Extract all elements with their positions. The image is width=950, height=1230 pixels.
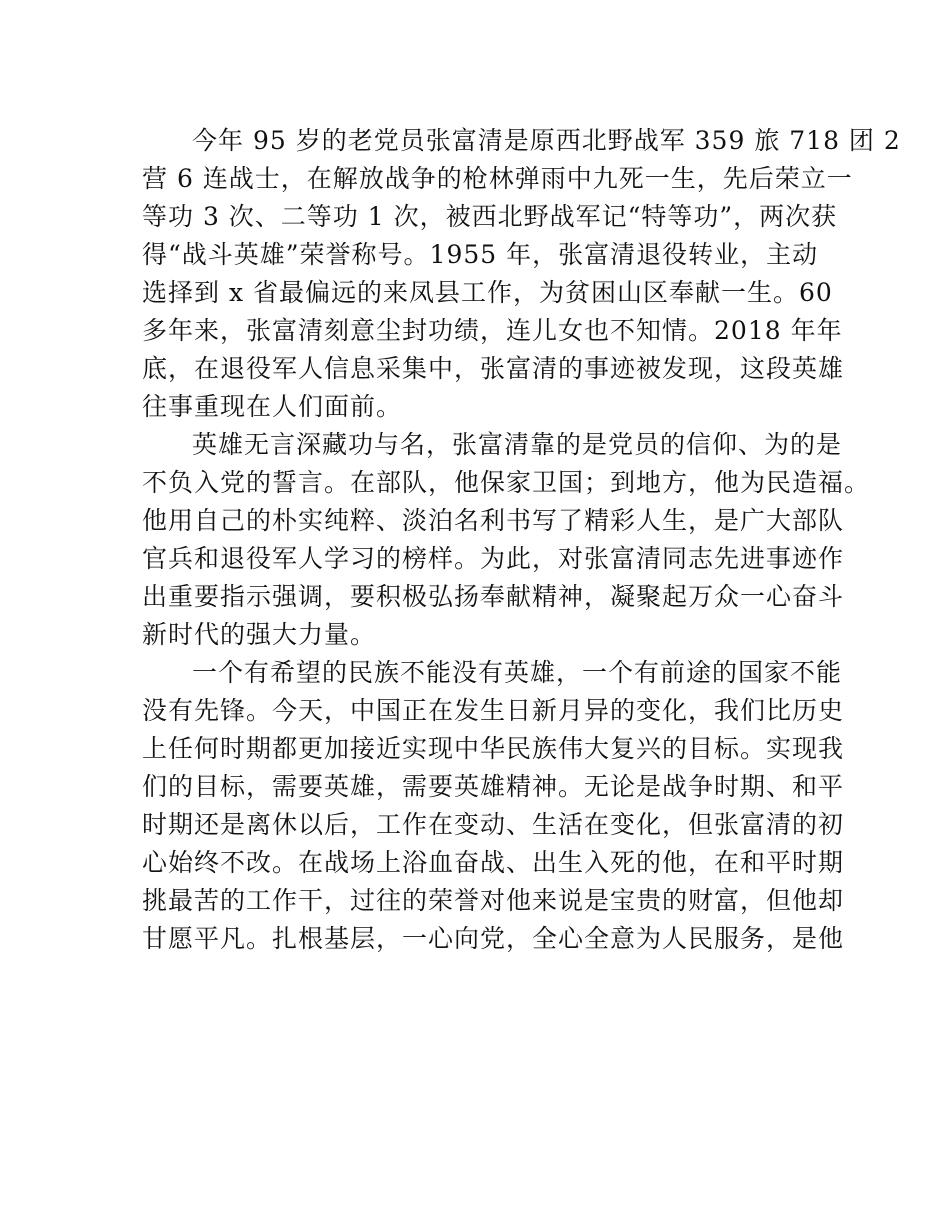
text-line: 出重要指示强调，要积极弘扬奉献精神，凝聚起万众一心奋斗 [142, 582, 845, 611]
paragraph-3 [142, 654, 845, 958]
text-line: 今年 95 岁的老党员张富清是原西北野战军 359 旅 718 团 2 [192, 126, 901, 155]
text-line: 底，在退役军人信息采集中，张富清的事迹被发现，这段英雄 [142, 354, 845, 383]
text-line: 们的目标，需要英雄，需要英雄精神。无论是战争时期、和平 [142, 772, 845, 801]
text-line: 一个有希望的民族不能没有英雄，一个有前途的国家不能 [192, 658, 843, 687]
text-line: 时期还是离休以后，工作在变动、生活在变化，但张富清的初 [142, 810, 845, 839]
text-line: 官兵和退役军人学习的榜样。为此，对张富清同志先进事迹作 [142, 544, 845, 573]
text-line: 等功 3 次、二等功 1 次，被西北野战军记“特等功”，两次获 [142, 202, 838, 231]
text-line: 营 6 连战士，在解放战争的枪林弹雨中九死一生，先后荣立一 [142, 164, 853, 193]
paragraph-1 [142, 122, 901, 426]
text-line: 没有先锋。今天，中国正在发生日新月异的变化，我们比历史 [142, 696, 845, 725]
document-body [142, 122, 901, 958]
paragraph-2 [142, 426, 871, 654]
text-line: 不负入党的誓言。在部队，他保家卫国；到地方，他为民造福。 [142, 468, 871, 497]
text-line: 挑最苦的工作干，过往的荣誉对他来说是宝贵的财富，但他却 [142, 886, 845, 915]
text-line: 多年来，张富清刻意尘封功绩，连儿女也不知情。2018 年年 [142, 316, 843, 345]
text-line: 往事重现在人们面前。 [142, 392, 403, 421]
text-line: 上任何时期都更加接近实现中华民族伟大复兴的目标。实现我 [142, 734, 845, 763]
text-line: 他用自己的朴实纯粹、淡泊名利书写了精彩人生，是广大部队 [142, 506, 845, 535]
text-line: 得“战斗英雄”荣誉称号。1955 年，张富清退役转业，主动 [142, 240, 819, 269]
text-line: 英雄无言深藏功与名，张富清靠的是党员的信仰、为的是 [192, 430, 843, 459]
text-line: 选择到 x 省最偏远的来凤县工作，为贫困山区奉献一生。60 [142, 278, 833, 307]
text-line: 心始终不改。在战场上浴血奋战、出生入死的他，在和平时期 [142, 848, 845, 877]
text-line: 新时代的强大力量。 [142, 620, 377, 649]
text-line: 甘愿平凡。扎根基层，一心向党，全心全意为人民服务，是他 [142, 924, 845, 953]
